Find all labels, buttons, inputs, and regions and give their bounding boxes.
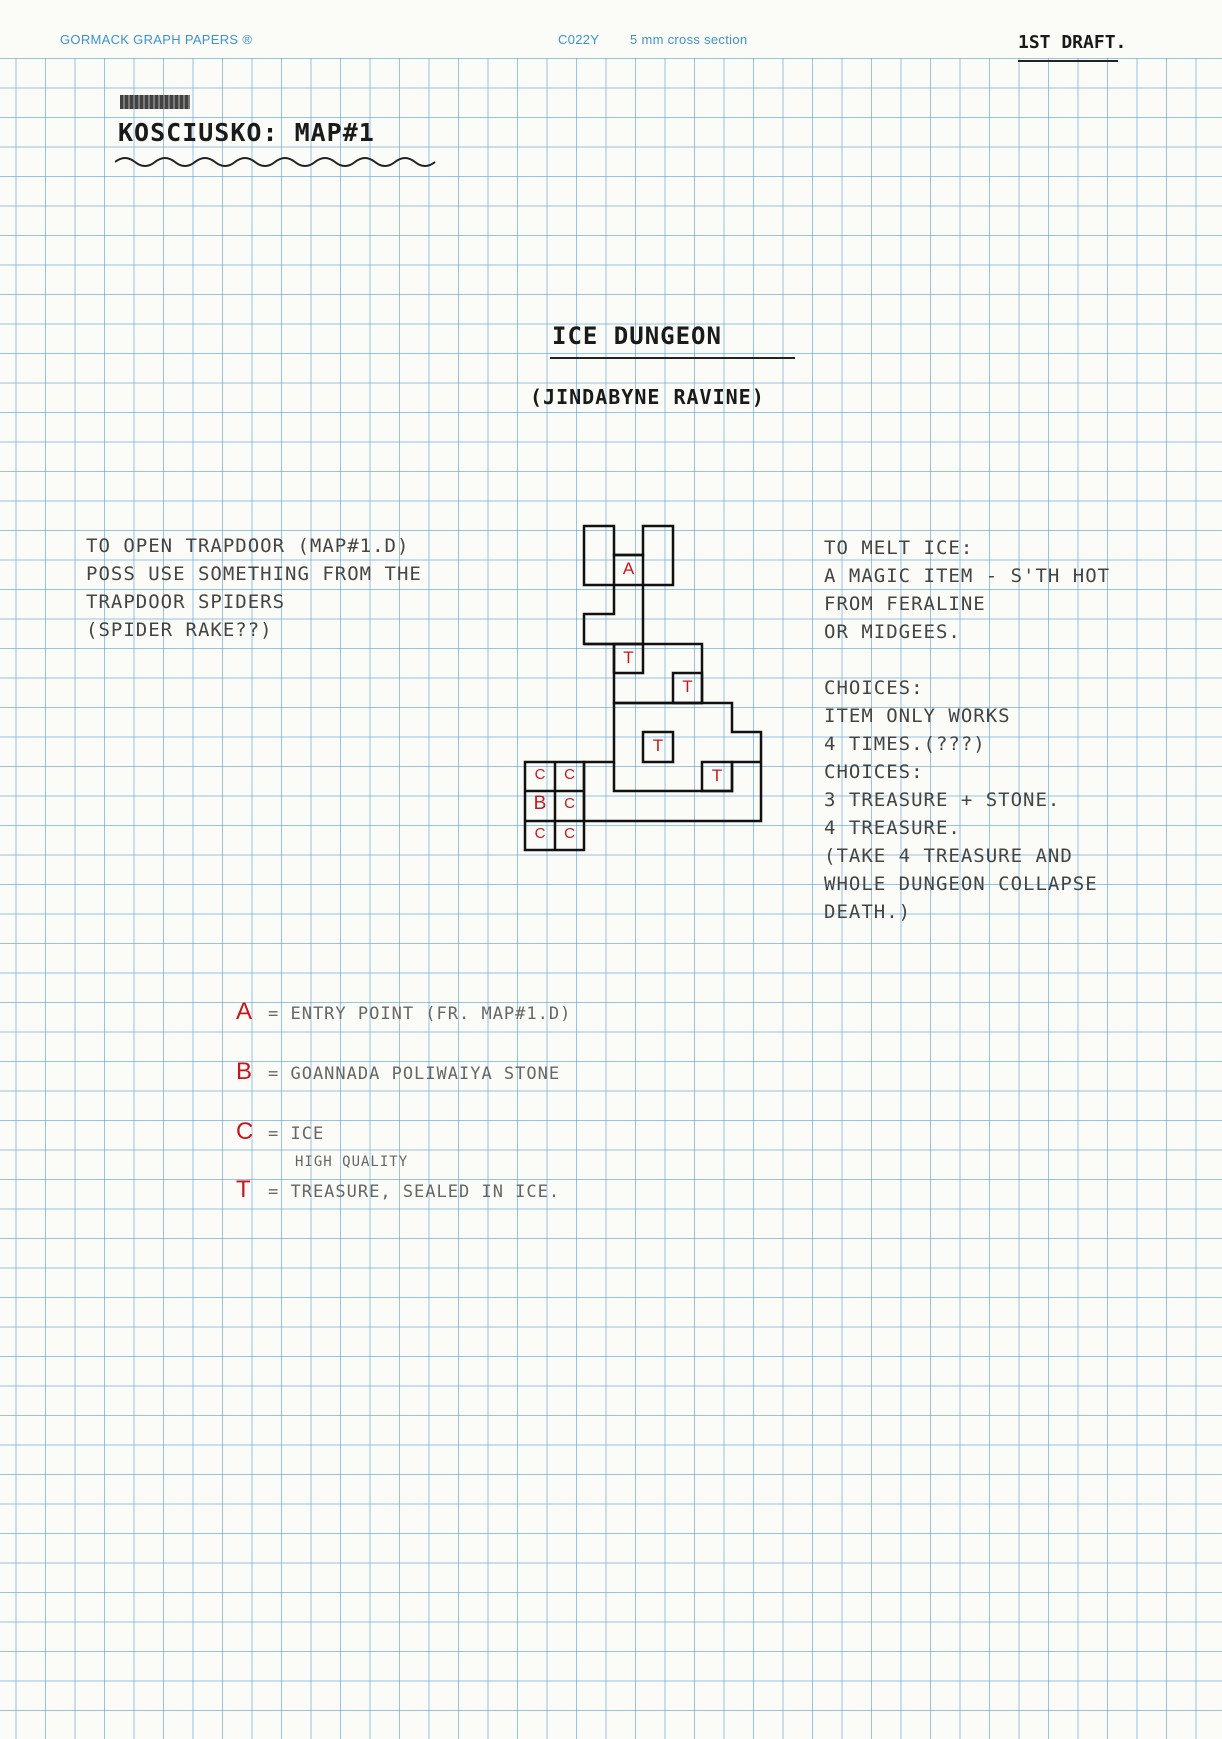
map-label-t3: T [652,736,664,755]
map-label-t4: T [711,766,723,785]
legend-text-t: = TREASURE, SEALED IN ICE. [268,1182,561,1202]
legend-text-a: = ENTRY POINT (FR. MAP#1.D) [268,1004,572,1024]
map-label-c5: C [564,825,575,842]
legend-text-b: = GOANNADA POLIWAIYA STONE [268,1064,561,1084]
map-label-c2: C [564,766,575,783]
melt-ice-note: TO MELT ICE: A MAGIC ITEM - S'TH HOT FROM FERALINE OR MIDGEES. CHOICES: ITEM ONLY WORKS 4 TIMES.(???) CHOICES: 3 TREASURE + STONE. 4 TREASURE. (TAKE 4 TREASURE AND WHOLE DUNGEON COLLAPSE DEATH.) [824,537,1111,923]
paper-brand: GORMACK GRAPH PAPERS ® [60,32,253,47]
map-label-c1: C [534,766,546,783]
map-label-c3: C [564,795,575,812]
document-title: KOSCIUSKO: MAP#1 [118,118,375,147]
legend-note-high-quality: HIGH QUALITY [295,1154,409,1170]
map-label-t1: T [623,648,634,667]
paper-code: C022Y [558,32,600,47]
draft-label: 1ST DRAFT. [1018,32,1127,53]
legend-key-b: B [236,1058,253,1085]
legend-key-c: C [236,1118,254,1145]
trapdoor-note: TO OPEN TRAPDOOR (MAP#1.D) POSS USE SOMETHING FROM THE TRAPDOOR SPIDERS (SPIDER RAKE??) [86,535,422,641]
map-label-b: B [533,793,547,814]
legend-key-a: A [236,998,253,1025]
legend-text-c: = ICE [268,1124,325,1144]
paper-spec: 5 mm cross section [630,32,748,47]
map-label-c4: C [534,825,546,842]
map-label-t2: T [682,677,693,696]
map-label-a: A [622,559,635,578]
dungeon-subtitle: (JINDABYNE RAVINE) [530,385,765,409]
legend-key-t: T [236,1176,251,1203]
dungeon-title: ICE DUNGEON [552,322,722,350]
map-lower-inner-wall [614,762,761,791]
